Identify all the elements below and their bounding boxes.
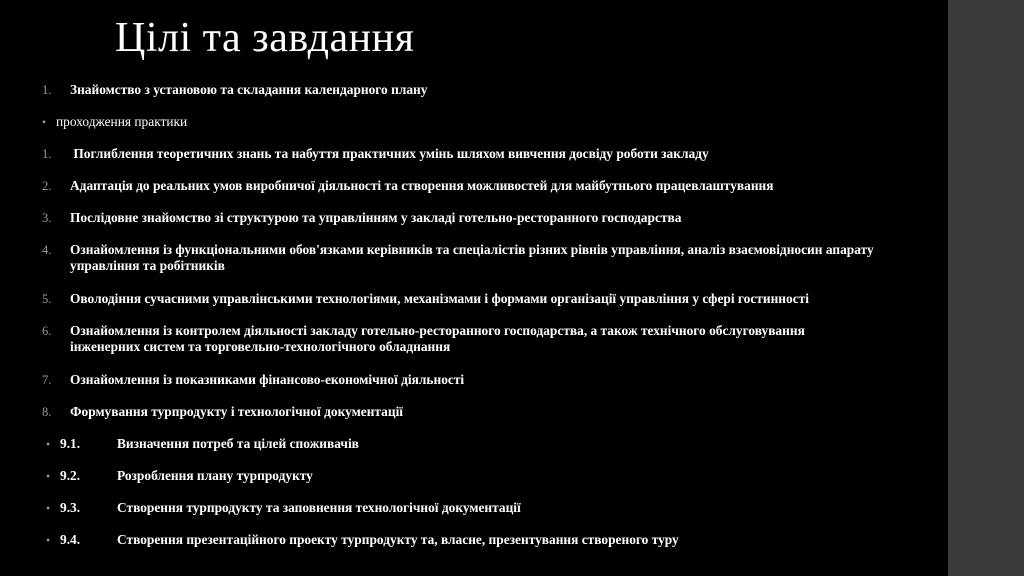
list-marker: 8.	[42, 405, 52, 419]
side-panel	[948, 0, 1024, 576]
bullet-icon: •	[46, 533, 51, 547]
list-marker: 6.	[42, 324, 52, 338]
list-item-text: Ознайомлення із функціональними обов'язками керівників та спеціалістів різних рівнів управління, аналіз взаємовідносин апарату управління та робітників	[70, 242, 874, 273]
list-item-text: проходження практики	[56, 114, 188, 129]
list-marker: 1.	[42, 83, 52, 97]
list-marker: 4.	[42, 243, 52, 257]
list-marker: 3.	[42, 211, 52, 225]
list-item-text: Ознайомлення із контролем діяльності закладу готельно-ресторанного господарства, а також технічного обслуговування інженерних систем та торговельно-технологічного обладнання	[70, 323, 805, 354]
sub-item-number: 9.2.	[60, 468, 81, 483]
list-item-text: Послідовне знайомство зі структурою та управлінням у закладі готельно-ресторанного господарства	[70, 210, 682, 225]
list-marker: 2.	[42, 179, 52, 193]
bullet-icon: •	[46, 469, 51, 483]
sub-item-number: 9.1.	[60, 436, 81, 451]
list-item-text: Оволодіння сучасними управлінськими технологіями, механізмами і формами організації управління у сфері гостинності	[70, 291, 809, 306]
sub-item-text: Створення турпродукту та заповнення технологічної документації	[117, 500, 521, 515]
sub-item-text: Визначення потреб та цілей споживачів	[117, 436, 359, 451]
sub-item-number: 9.3.	[60, 500, 81, 515]
sub-item-number: 9.4.	[60, 532, 81, 547]
list-item-text: Ознайомлення із показниками фінансово-економічної діяльності	[70, 372, 465, 387]
list-marker: 1.	[42, 147, 52, 161]
list-item-text: Поглиблення теоретичних знань та набуття практичних умінь шляхом вивчення досвіду роботи закладу	[70, 146, 709, 161]
list-marker: 7.	[42, 373, 52, 387]
bullet-icon: •	[42, 115, 47, 129]
slide-title: Цілі та завдання	[115, 15, 415, 61]
sub-item-text: Створення презентаційного проекту турпродукту та, власне, презентування створеного туру	[117, 532, 679, 547]
list-item-text: Формування турпродукту і технологічної документації	[70, 404, 404, 419]
list-marker: 5.	[42, 292, 52, 306]
sub-item-text: Розроблення плану турпродукту	[117, 468, 313, 483]
list-item-text: Знайомство з установою та складання календарного плану	[70, 82, 428, 97]
bullet-icon: •	[46, 501, 51, 515]
bullet-icon: •	[46, 437, 51, 451]
list-item-text: Адаптація до реальних умов виробничої діяльності та створення можливостей для майбутнього працевлаштування	[70, 178, 774, 193]
